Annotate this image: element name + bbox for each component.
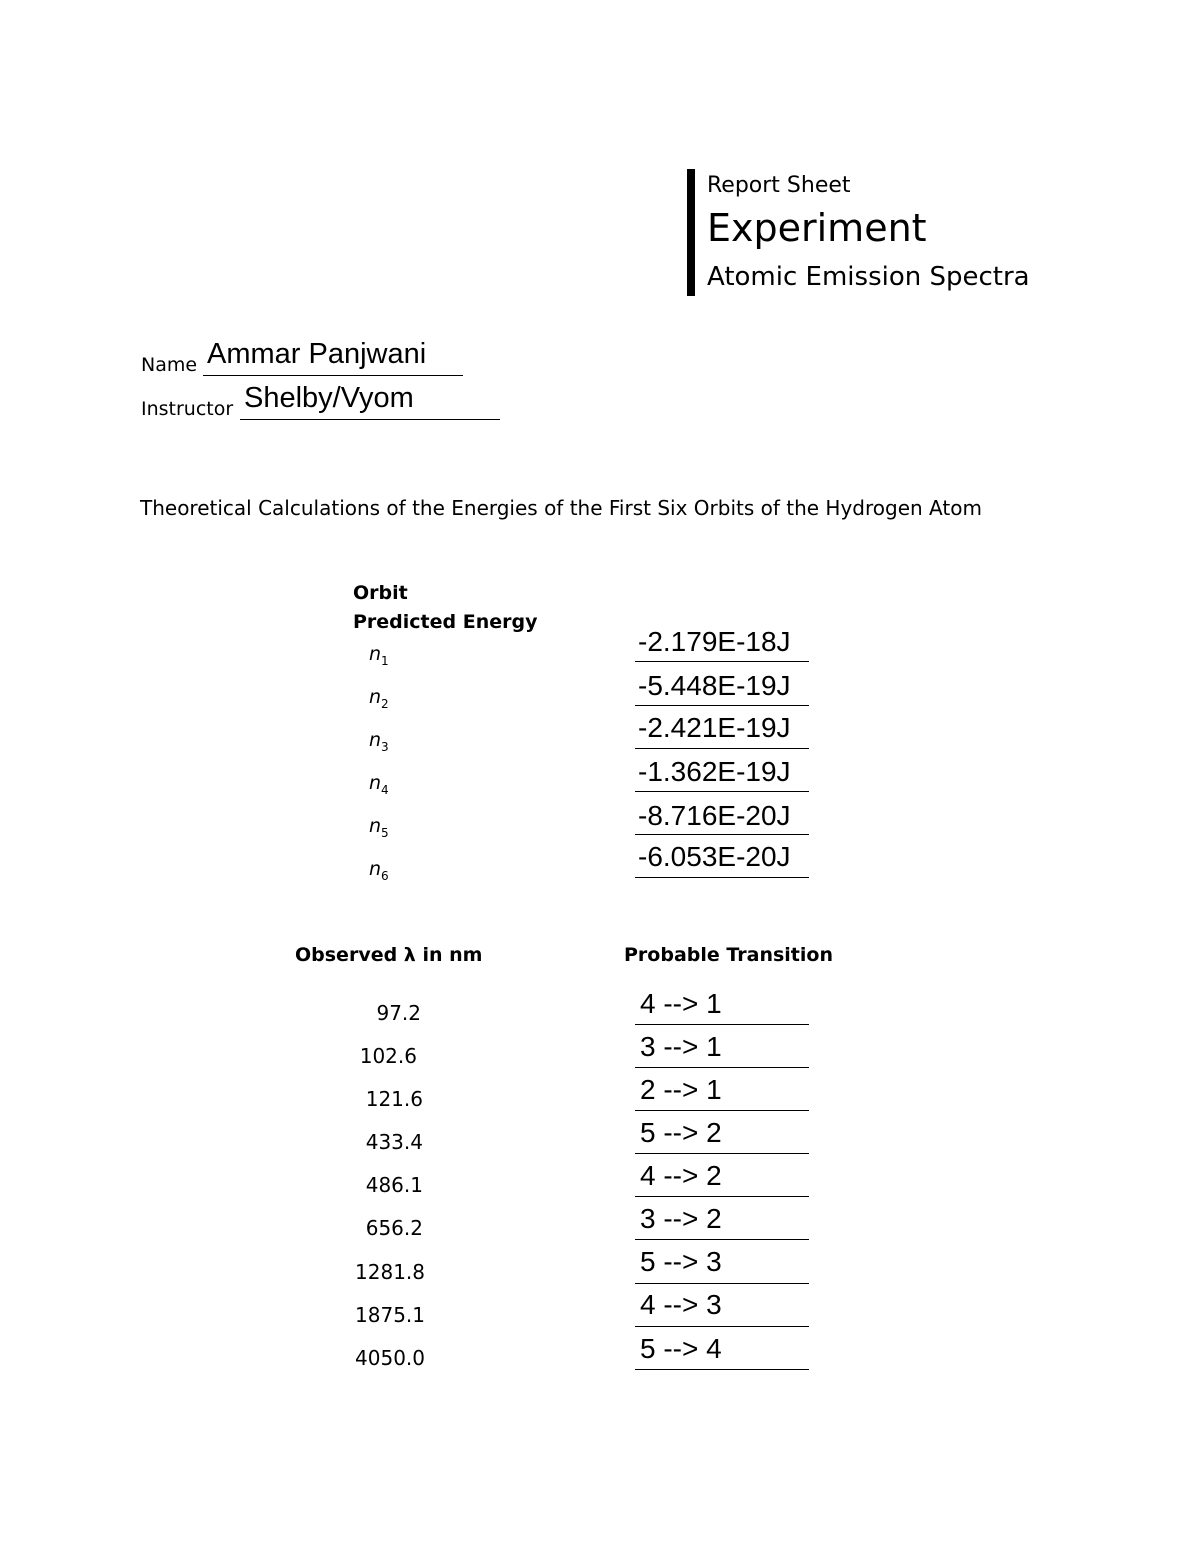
transition-value: 5 --> 4 <box>640 1333 722 1364</box>
transition-value: 4 --> 3 <box>640 1289 722 1320</box>
energy-value: -6.053E-20J <box>638 841 791 872</box>
transition-value: 2 --> 1 <box>640 1074 722 1105</box>
transition-column-header: Probable Transition <box>624 944 833 966</box>
theory-section-title: Theoretical Calculations of the Energies of the First Six Orbits of the Hydrogen Atom <box>140 496 982 520</box>
energy-underline <box>635 791 809 792</box>
transition-underline <box>635 1153 809 1154</box>
energy-underline <box>635 877 809 878</box>
instructor-label: Instructor <box>141 398 234 420</box>
transition-value: 3 --> 1 <box>640 1031 722 1062</box>
instructor-value: Shelby/Vyom <box>244 382 414 414</box>
energy-underline <box>635 705 809 706</box>
experiment-title: Atomic Emission Spectra <box>707 262 1030 292</box>
name-value: Ammar Panjwani <box>207 338 427 370</box>
energy-column-header: Predicted Energy <box>353 611 538 633</box>
wavelength-value: 4050.0 <box>355 1346 425 1370</box>
transition-value: 5 --> 2 <box>640 1117 722 1148</box>
wavelength-value: 102.6 <box>359 1044 417 1068</box>
energy-value: -5.448E-19J <box>638 670 791 701</box>
transition-underline <box>635 1196 809 1197</box>
transition-underline <box>635 1067 809 1068</box>
orbit-column-header: Orbit <box>353 582 408 604</box>
transition-underline <box>635 1239 809 1240</box>
transition-underline <box>635 1110 809 1111</box>
transition-value: 4 --> 1 <box>640 988 722 1019</box>
energy-value: -8.716E-20J <box>638 800 791 831</box>
energy-underline <box>635 661 809 662</box>
orbit-label: $n_1$ <box>369 643 389 668</box>
wavelength-value: 486.1 <box>365 1173 423 1197</box>
orbit-label: $n_3$ <box>369 729 389 754</box>
wavelength-value: 97.2 <box>376 1001 421 1025</box>
energy-underline <box>635 834 809 835</box>
energy-value: -1.362E-19J <box>638 756 791 787</box>
wavelength-value: 1281.8 <box>355 1260 425 1284</box>
orbit-label: $n_6$ <box>369 858 389 883</box>
transition-underline <box>635 1369 809 1370</box>
orbit-label: $n_5$ <box>369 815 389 840</box>
orbit-label: $n_4$ <box>369 772 389 797</box>
transition-value: 3 --> 2 <box>640 1203 722 1234</box>
wavelength-value: 433.4 <box>365 1130 423 1154</box>
wavelength-value: 121.6 <box>365 1087 423 1111</box>
wavelength-value: 656.2 <box>365 1216 423 1240</box>
name-underline <box>203 375 463 376</box>
transition-underline <box>635 1326 809 1327</box>
experiment-heading: Experiment <box>707 206 927 250</box>
transition-value: 5 --> 3 <box>640 1246 722 1277</box>
transition-underline <box>635 1024 809 1025</box>
header-accent-bar <box>687 169 695 296</box>
report-sheet-label: Report Sheet <box>707 173 851 198</box>
name-label: Name <box>141 354 198 376</box>
wavelength-value: 1875.1 <box>355 1303 425 1327</box>
energy-value: -2.179E-18J <box>638 626 791 657</box>
instructor-underline <box>240 419 500 420</box>
wavelength-column-header: Observed λ in nm <box>295 944 483 966</box>
transition-underline <box>635 1283 809 1284</box>
orbit-label: $n_2$ <box>369 686 389 711</box>
energy-underline <box>635 748 809 749</box>
energy-value: -2.421E-19J <box>638 712 791 743</box>
transition-value: 4 --> 2 <box>640 1160 722 1191</box>
